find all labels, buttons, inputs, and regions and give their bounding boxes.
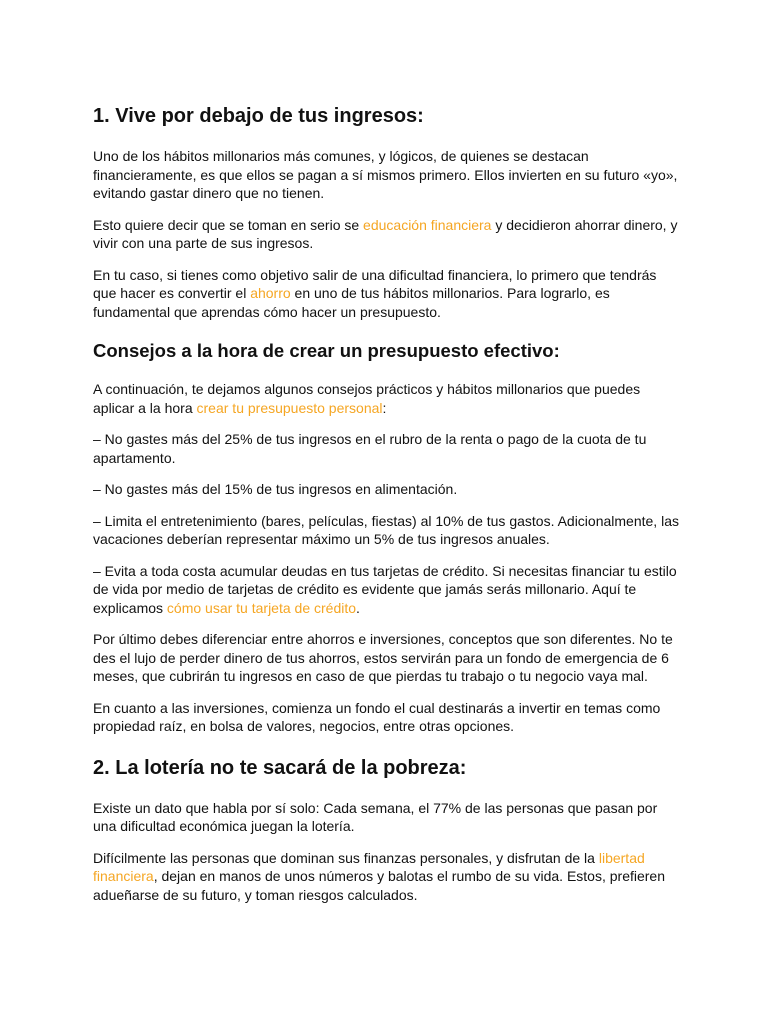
text: y decidieron ahorrar dinero, y vivir con una parte de sus ingresos. <box>93 216 678 251</box>
text: Esto quiere decir que se toman en serio se <box>93 216 364 233</box>
document-page <box>93 104 683 917</box>
text: En tu caso, si tienes como objetivo salir de una dificultad financiera, lo primero que tendrás que hacer es convertir el <box>93 266 657 301</box>
section-1-paragraph-1: Uno de los hábitos millonarios más comunes, y lógicos, de quienes se destacan financieramente, es que ellos se pagan a sí mismos primero. Ellos invierten en su futuro «yo», evitando gastar dinero que no tienen. <box>93 148 678 201</box>
subsection-intro <box>93 380 683 417</box>
section-2-paragraph-1: Existe un dato que habla por sí solo: Cada semana, el 77% de las personas que pasan por una dificultad económica juegan la lotería. <box>93 799 658 834</box>
tip-credit <box>93 562 683 618</box>
tip-rent: – No gastes más del 25% de tus ingresos en el rubro de la renta o pago de la cuota de tu apartamento. <box>93 431 647 466</box>
educacion-financiera-link[interactable]: educación financiera <box>363 216 492 233</box>
text: en uno de tus hábitos millonarios. Para lograrlo, es fundamental que aprendas cómo hacer un presupuesto. <box>93 285 610 320</box>
section-1-heading: 1. Vive por debajo de tus ingresos: <box>93 105 424 127</box>
section-1-paragraph-2 <box>93 216 683 253</box>
text: . <box>356 599 360 616</box>
text: A continuación, te dejamos algunos consejos prácticos y hábitos millonarios que puedes aplicar a la hora <box>93 381 641 416</box>
text: – Evita a toda costa acumular deudas en tus tarjetas de crédito. Si necesitas financiar tu estilo de vida por medio de tarjetas de crédito es evidente que jamás serás millonario. Aquí te explicamos <box>93 562 677 616</box>
tarjeta-credito-link[interactable]: cómo usar tu tarjeta de crédito <box>166 599 357 616</box>
subsection-heading: Consejos a la hora de crear un presupuesto efectivo: <box>93 340 560 361</box>
savings-paragraph: Por último debes diferenciar entre ahorros e inversiones, conceptos que son diferentes. No te des el lujo de perder dinero de tus ahorros, estos servirán para un fondo de emergencia de 6 meses, que cubrirán tu ingresos en caso de que pierdas tu trabajo o tu negocio vaya mal. <box>93 631 673 684</box>
ahorro-link[interactable]: ahorro <box>250 285 291 301</box>
tip-food: – No gastes más del 15% de tus ingresos en alimentación. <box>93 481 458 497</box>
text: , dejan en manos de unos números y balotas el rumbo de su vida. Estos, prefieren adueñarse de su futuro, y toman riesgos calculados. <box>93 868 665 903</box>
text: : <box>382 399 387 416</box>
presupuesto-personal-link[interactable]: crear tu presupuesto personal <box>196 399 383 416</box>
section-1-paragraph-3 <box>93 266 683 322</box>
section-2-paragraph-2 <box>93 849 683 905</box>
libertad-financiera-link[interactable]: libertad financiera <box>93 849 645 884</box>
investments-paragraph: En cuanto a las inversiones, comienza un fondo el cual destinarás a invertir en temas como propiedad raíz, en bolsa de valores, negocios, entre otras opciones. <box>93 699 661 734</box>
text: Difícilmente las personas que dominan sus finanzas personales, y disfrutan de la <box>93 849 599 866</box>
section-2-heading: 2. La lotería no te sacará de la pobreza: <box>93 756 467 779</box>
tip-entertainment: – Limita el entretenimiento (bares, películas, fiestas) al 10% de tus gastos. Adicionalmente, las vacaciones deberían representar máximo un 5% de tus ingresos anuales. <box>93 512 679 547</box>
